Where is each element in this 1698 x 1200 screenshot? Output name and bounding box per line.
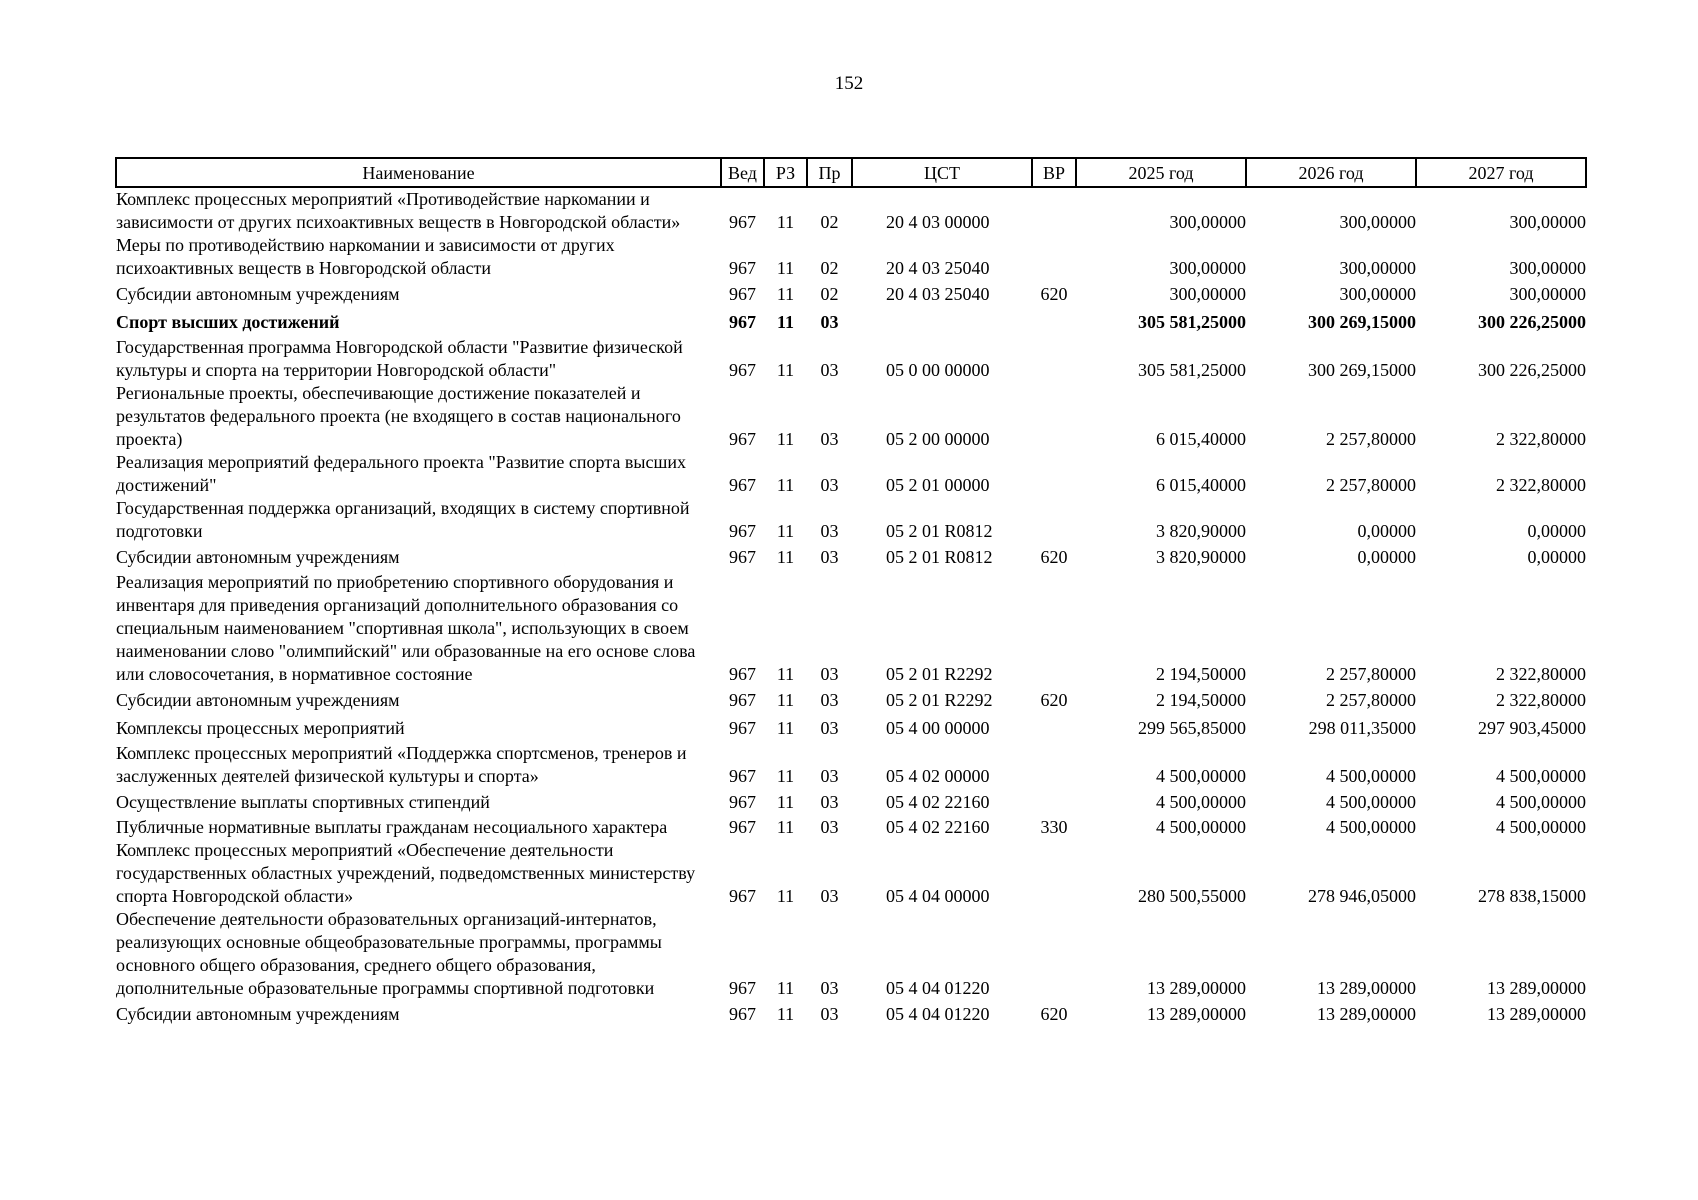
table-header-row	[116, 158, 1586, 187]
row-cst: 20 4 03 25040	[886, 258, 990, 278]
row-2025: 280 500,55000	[1138, 886, 1246, 906]
row-2025: 4 500,00000	[1156, 817, 1246, 837]
header-ved: Вед	[721, 158, 764, 187]
row-ved: 967	[729, 284, 756, 304]
table-row	[116, 839, 1586, 908]
row-vr	[1032, 382, 1076, 451]
row-cst: 05 4 02 00000	[886, 766, 990, 786]
row-vr	[1032, 497, 1076, 543]
row-vr: 620	[1040, 284, 1068, 304]
header-name: Наименование	[116, 158, 721, 187]
row-2027: 2 322,80000	[1496, 429, 1586, 449]
row-2026: 2 257,80000	[1326, 664, 1416, 684]
row-2025: 6 015,40000	[1156, 475, 1246, 495]
row-2026: 300,00000	[1339, 212, 1416, 232]
row-2027: 2 322,80000	[1496, 664, 1586, 684]
row-pr: 03	[820, 360, 839, 380]
row-pr: 03	[820, 547, 839, 567]
row-2027: 300 226,25000	[1478, 312, 1586, 332]
row-vr: 620	[1040, 547, 1068, 567]
table-row	[116, 234, 1586, 280]
row-2025: 2 194,50000	[1156, 664, 1246, 684]
row-2027: 13 289,00000	[1487, 978, 1586, 998]
table-row	[116, 543, 1586, 571]
row-cst: 05 2 01 R2292	[886, 664, 993, 684]
row-cst: 05 2 01 R0812	[886, 521, 993, 541]
row-2025: 300,00000	[1169, 258, 1246, 278]
row-name: Комплекс процессных мероприятий «Обеспечение деятельности государственных областных учреждений, подведомственных министерству спорта Новгородской области»	[116, 840, 696, 906]
row-pr: 03	[820, 690, 839, 710]
row-pr: 03	[820, 429, 839, 449]
row-2026: 13 289,00000	[1317, 1004, 1416, 1024]
row-vr	[1032, 839, 1076, 908]
row-pr: 03	[820, 886, 839, 906]
row-2025: 6 015,40000	[1156, 429, 1246, 449]
row-rz: 11	[776, 1004, 795, 1024]
row-2026: 300 269,15000	[1308, 360, 1416, 380]
row-name: Спорт высших достижений	[116, 312, 340, 332]
row-cst: 05 4 02 22160	[886, 792, 990, 812]
table-row	[116, 336, 1586, 382]
row-rz: 11	[776, 792, 795, 812]
table-row	[116, 280, 1586, 308]
row-2027: 13 289,00000	[1487, 1004, 1586, 1024]
row-2027: 4 500,00000	[1496, 792, 1586, 812]
row-vr	[1032, 336, 1076, 382]
row-ved: 967	[729, 817, 756, 837]
table-row	[116, 308, 1586, 336]
row-ved: 967	[729, 886, 756, 906]
row-2026: 298 011,35000	[1308, 718, 1416, 738]
row-cst: 05 0 00 00000	[886, 360, 990, 380]
row-rz: 11	[776, 475, 795, 495]
table-row	[116, 788, 1586, 816]
row-cst: 05 2 01 00000	[886, 475, 990, 495]
row-2025: 300,00000	[1169, 212, 1246, 232]
row-pr: 03	[820, 718, 839, 738]
row-2026: 4 500,00000	[1326, 766, 1416, 786]
row-name: Меры по противодействию наркомании и зависимости от других психоактивных веществ в Новгородской области	[116, 235, 615, 278]
row-cst: 05 2 01 R2292	[886, 690, 993, 710]
row-2027: 2 322,80000	[1496, 475, 1586, 495]
row-vr: 330	[1040, 817, 1068, 837]
row-vr: 620	[1040, 1004, 1068, 1024]
table-row	[116, 451, 1586, 497]
row-pr: 03	[820, 817, 839, 837]
row-2026: 2 257,80000	[1326, 429, 1416, 449]
row-2026: 278 946,05000	[1308, 886, 1416, 906]
header-cst: ЦСТ	[852, 158, 1032, 187]
row-2026: 4 500,00000	[1326, 817, 1416, 837]
row-vr	[1032, 308, 1076, 336]
row-name: Региональные проекты, обеспечивающие достижение показателей и результатов федерального проекта (не входящего в состав национального проекта)	[116, 383, 681, 449]
row-cst: 05 4 04 01220	[886, 1004, 990, 1024]
row-2027: 300,00000	[1509, 258, 1586, 278]
table-row	[116, 571, 1586, 686]
row-ved: 967	[729, 978, 756, 998]
row-rz: 11	[776, 212, 795, 232]
row-2025: 305 581,25000	[1138, 312, 1246, 332]
row-2025: 3 820,90000	[1156, 547, 1246, 567]
header-rz: РЗ	[764, 158, 807, 187]
row-2025: 305 581,25000	[1138, 360, 1246, 380]
row-name: Обеспечение деятельности образовательных организаций-интернатов, реализующих основные общеобразовательные программы, программы основного общего образования, среднего общего образования, дополнительные образовательные программы спортивной подготовки	[116, 909, 662, 998]
row-name: Комплексы процессных мероприятий	[116, 718, 405, 738]
row-cst: 05 4 04 00000	[886, 886, 990, 906]
row-2027: 278 838,15000	[1478, 886, 1586, 906]
row-2027: 300,00000	[1509, 284, 1586, 304]
row-2025: 300,00000	[1169, 284, 1246, 304]
row-2025: 4 500,00000	[1156, 766, 1246, 786]
row-rz: 11	[776, 312, 794, 332]
row-name: Государственная программа Новгородской области "Развитие физической культуры и спорта на территории Новгородской области"	[116, 337, 683, 380]
row-cst: 05 2 00 00000	[886, 429, 990, 449]
row-ved: 967	[729, 792, 756, 812]
row-name: Субсидии автономным учреждениям	[116, 690, 400, 710]
row-name: Субсидии автономным учреждениям	[116, 547, 400, 567]
table-row	[116, 686, 1586, 714]
row-name: Комплекс процессных мероприятий «Поддержка спортсменов, тренеров и заслуженных деятелей физической культуры и спорта»	[116, 743, 687, 786]
row-vr	[1032, 788, 1076, 816]
row-pr: 03	[820, 792, 839, 812]
row-pr: 03	[820, 664, 839, 684]
table-row	[116, 497, 1586, 543]
page-number: 152	[834, 73, 864, 94]
row-2026: 0,00000	[1357, 521, 1416, 541]
row-cst: 05 4 04 01220	[886, 978, 990, 998]
row-vr	[1032, 571, 1076, 686]
row-2026: 300 269,15000	[1308, 312, 1416, 332]
row-ved: 967	[729, 766, 756, 786]
row-pr: 03	[820, 1004, 839, 1024]
row-ved: 967	[729, 1004, 756, 1024]
row-vr	[1032, 908, 1076, 1000]
row-pr: 03	[820, 766, 839, 786]
row-2027: 0,00000	[1527, 547, 1586, 567]
row-vr	[1032, 234, 1076, 280]
row-pr: 02	[820, 212, 839, 232]
row-vr	[1032, 187, 1076, 234]
row-rz: 11	[776, 817, 795, 837]
row-rz: 11	[776, 718, 795, 738]
row-rz: 11	[776, 521, 795, 541]
row-rz: 11	[776, 284, 795, 304]
row-ved: 967	[729, 664, 756, 684]
row-pr: 02	[820, 284, 839, 304]
row-2026: 300,00000	[1339, 258, 1416, 278]
row-vr: 620	[1040, 690, 1068, 710]
row-2025: 13 289,00000	[1147, 1004, 1246, 1024]
row-pr: 03	[820, 978, 839, 998]
row-2027: 297 903,45000	[1478, 718, 1586, 738]
row-2027: 2 322,80000	[1496, 690, 1586, 710]
row-pr: 03	[820, 521, 839, 541]
row-vr	[1032, 742, 1076, 788]
row-cst: 05 4 00 00000	[886, 718, 990, 738]
row-2027: 0,00000	[1527, 521, 1586, 541]
table-row	[116, 816, 1586, 839]
row-2025: 299 565,85000	[1138, 718, 1246, 738]
row-2026: 4 500,00000	[1326, 792, 1416, 812]
row-pr: 03	[820, 312, 839, 332]
row-ved: 967	[729, 312, 756, 332]
row-cst: 05 2 01 R0812	[886, 547, 993, 567]
row-rz: 11	[776, 978, 795, 998]
row-name: Реализация мероприятий федерального проекта "Развитие спорта высших достижений"	[116, 452, 686, 495]
row-name: Комплекс процессных мероприятий «Противодействие наркомании и зависимости от других психоактивных веществ в Новгородской области»	[116, 189, 681, 232]
row-rz: 11	[776, 429, 795, 449]
header-2026: 2026 год	[1246, 158, 1416, 187]
row-vr	[1032, 714, 1076, 742]
row-ved: 967	[729, 360, 756, 380]
row-2027: 300 226,25000	[1478, 360, 1586, 380]
row-name: Субсидии автономным учреждениям	[116, 284, 400, 304]
header-2027: 2027 год	[1416, 158, 1586, 187]
row-2025: 3 820,90000	[1156, 521, 1246, 541]
row-name: Государственная поддержка организаций, входящих в систему спортивной подготовки	[116, 498, 690, 541]
row-rz: 11	[776, 664, 795, 684]
table-row	[116, 1000, 1586, 1028]
row-2025: 4 500,00000	[1156, 792, 1246, 812]
row-ved: 967	[729, 429, 756, 449]
row-2026: 13 289,00000	[1317, 978, 1416, 998]
table-row	[116, 382, 1586, 451]
row-rz: 11	[776, 360, 795, 380]
row-2026: 300,00000	[1339, 284, 1416, 304]
row-vr	[1032, 451, 1076, 497]
row-ved: 967	[729, 212, 756, 232]
row-cst: 20 4 03 00000	[886, 212, 990, 232]
header-pr: Пр	[807, 158, 852, 187]
row-name: Реализация мероприятий по приобретению спортивного оборудования и инвентаря для приведения организаций дополнительного образования со специальным наименованием "спортивная школа", использующих в своем наименовании слово "олимпийский" или образованные на его основе слова или словосочетания, в нормативное состояние	[116, 572, 696, 684]
row-ved: 967	[729, 258, 756, 278]
row-ved: 967	[729, 547, 756, 567]
row-name: Публичные нормативные выплаты гражданам несоциального характера	[116, 817, 668, 837]
table-row	[116, 187, 1586, 234]
row-rz: 11	[776, 547, 795, 567]
row-pr: 02	[820, 258, 839, 278]
row-2026: 2 257,80000	[1326, 475, 1416, 495]
row-rz: 11	[776, 690, 795, 710]
row-2026: 2 257,80000	[1326, 690, 1416, 710]
row-name: Осуществление выплаты спортивных стипендий	[116, 792, 490, 812]
header-vr: ВР	[1032, 158, 1076, 187]
row-ved: 967	[729, 690, 756, 710]
row-ved: 967	[729, 718, 756, 738]
table-row	[116, 714, 1586, 742]
row-2025: 2 194,50000	[1156, 690, 1246, 710]
row-cst: 05 4 02 22160	[886, 817, 990, 837]
row-rz: 11	[776, 886, 795, 906]
row-2025: 13 289,00000	[1147, 978, 1246, 998]
row-pr: 03	[820, 475, 839, 495]
row-cst	[852, 308, 1032, 336]
row-2027: 300,00000	[1509, 212, 1586, 232]
row-2027: 4 500,00000	[1496, 766, 1586, 786]
row-2027: 4 500,00000	[1496, 817, 1586, 837]
row-2026: 0,00000	[1357, 547, 1416, 567]
header-2025: 2025 год	[1076, 158, 1246, 187]
table-row	[116, 742, 1586, 788]
row-name: Субсидии автономным учреждениям	[116, 1004, 400, 1024]
row-ved: 967	[729, 521, 756, 541]
budget-table	[115, 157, 1587, 1028]
row-rz: 11	[776, 766, 795, 786]
table-row	[116, 908, 1586, 1000]
row-ved: 967	[729, 475, 756, 495]
row-cst: 20 4 03 25040	[886, 284, 990, 304]
row-rz: 11	[776, 258, 795, 278]
